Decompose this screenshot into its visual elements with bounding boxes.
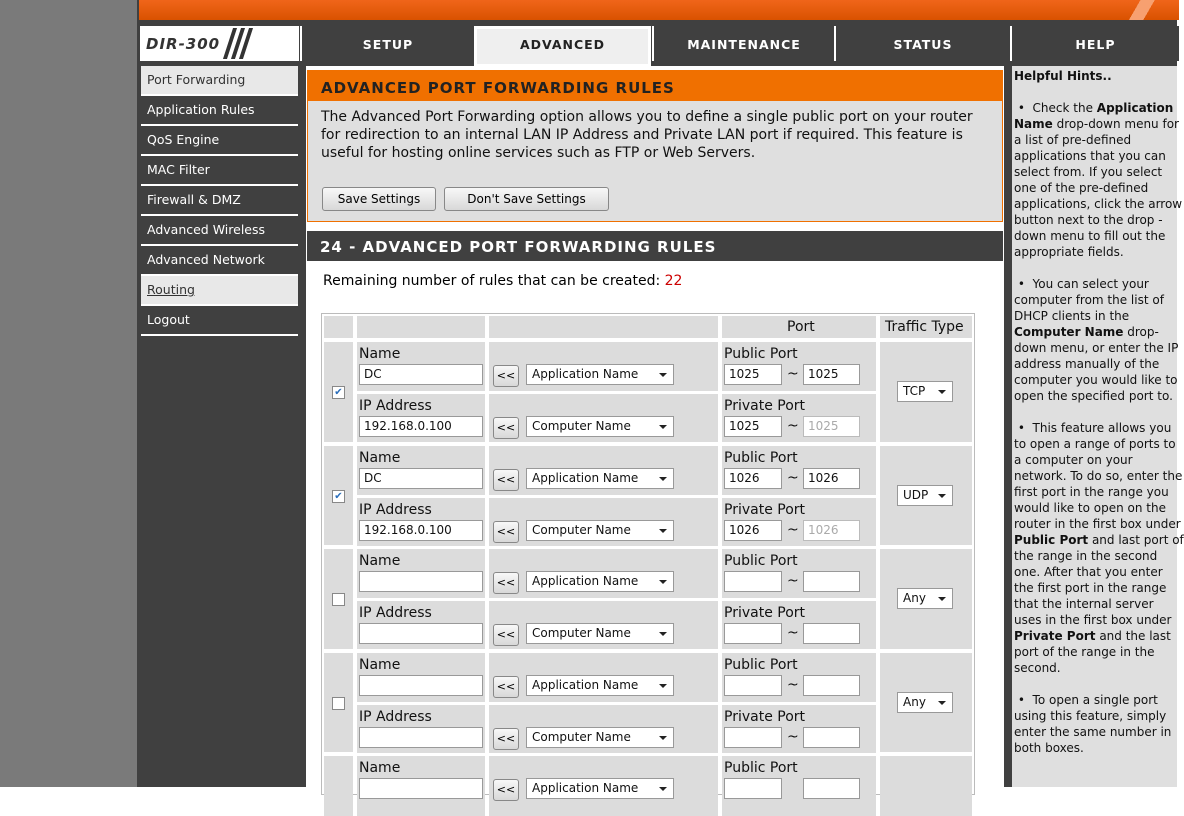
range-separator: ~	[787, 469, 799, 486]
range-separator: ~	[787, 728, 799, 745]
application-name-select[interactable]: Application Name	[526, 364, 674, 385]
private-port-start-input[interactable]	[724, 623, 782, 644]
sidebar	[141, 66, 298, 336]
public-port-end-input[interactable]: 1025	[803, 364, 860, 385]
private-port-end-input[interactable]: 1026	[803, 520, 860, 541]
sidebar-item-application-rules[interactable]: Application Rules	[141, 96, 298, 126]
hint-bold: Computer Name	[1014, 325, 1124, 339]
range-separator: ~	[787, 521, 799, 538]
outer-margin	[0, 0, 137, 787]
fill-computer-button[interactable]: <<	[493, 417, 519, 439]
sidebar-item-logout[interactable]: Logout	[141, 306, 298, 336]
ip-address-input[interactable]: 192.168.0.100	[359, 416, 483, 437]
public-port-start-input[interactable]: 1026	[724, 468, 782, 489]
ip-address-label: IP Address	[359, 501, 432, 518]
fill-computer-button[interactable]: <<	[493, 728, 519, 750]
name-label: Name	[359, 656, 401, 673]
rule-enable-checkbox[interactable]	[332, 697, 345, 710]
hint-single-port: • To open a single port using this feature, simply enter the same number in both boxes.	[1014, 693, 1172, 755]
private-port-label: Private Port	[724, 605, 806, 621]
logo-text: DIR-300	[146, 35, 221, 53]
rule-enable-checkbox[interactable]: ✔	[332, 490, 345, 503]
name-input[interactable]: DC	[359, 364, 483, 385]
public-port-end-input[interactable]	[803, 571, 860, 592]
range-separator: ~	[787, 676, 799, 693]
tab-setup[interactable]: SETUP	[300, 26, 474, 61]
public-port-end-input[interactable]: 1026	[803, 468, 860, 489]
sidebar-item-advanced-wireless[interactable]: Advanced Wireless	[141, 216, 298, 246]
hint-bold: Application Name	[1014, 101, 1174, 131]
traffic-type-select[interactable]: Any	[897, 692, 953, 713]
rule-enable-checkbox[interactable]: ✔	[332, 386, 345, 399]
helpful-hints	[1012, 66, 1184, 787]
name-input[interactable]: DC	[359, 468, 483, 489]
range-separator: ~	[787, 366, 799, 382]
remaining-label: Remaining number of rules that can be created:	[323, 273, 661, 289]
fill-application-button[interactable]: <<	[493, 572, 519, 594]
ip-address-label: IP Address	[359, 605, 432, 621]
hint-text: drop-down menu for a list of pre-defined applications that you can select from. If you select one of the pre-defined applications, click the arrow button next to the drop - down menu to fill out the appropriate fields.	[1014, 117, 1183, 259]
hint-bold: Private Port	[1014, 629, 1096, 643]
rules-table	[321, 313, 975, 795]
ip-address-input[interactable]	[359, 623, 483, 644]
chevron-down-icon	[659, 477, 667, 481]
remaining-rules	[323, 273, 682, 289]
chevron-down-icon	[938, 390, 946, 394]
dont-save-settings-button[interactable]: Don't Save Settings	[444, 187, 609, 211]
computer-name-select[interactable]: Computer Name	[526, 623, 674, 644]
fill-application-button[interactable]: <<	[493, 469, 519, 491]
hint-text: This feature allows you to open a range of ports to a computer on your network. To do so, enter the first port in the range you would like to open on the router in the first box under	[1014, 421, 1183, 531]
main-content	[306, 66, 1004, 796]
fill-application-button[interactable]: <<	[493, 779, 519, 801]
private-port-start-input[interactable]: 1025	[724, 416, 782, 437]
private-port-label: Private Port	[724, 708, 806, 725]
name-label: Name	[359, 553, 401, 569]
range-separator: ~	[787, 418, 799, 434]
public-port-end-input[interactable]	[803, 675, 860, 696]
header-cell	[324, 316, 353, 338]
traffic-type-column-header: Traffic Type	[885, 319, 964, 335]
chevron-down-icon	[659, 736, 667, 740]
sidebar-item-firewall-dmz[interactable]: Firewall & DMZ	[141, 186, 298, 216]
application-name-select[interactable]: Application Name	[526, 468, 674, 489]
chevron-down-icon	[659, 529, 667, 533]
banner-decoration	[1119, 0, 1179, 20]
save-settings-button[interactable]: Save Settings	[322, 187, 436, 211]
port-column-header: Port	[787, 319, 815, 335]
rule-enable-checkbox[interactable]	[332, 593, 345, 606]
application-name-select[interactable]: Application Name	[526, 571, 674, 592]
private-port-label: Private Port	[724, 501, 806, 518]
traffic-type-select[interactable]: UDP	[897, 485, 953, 506]
name-label: Name	[359, 449, 401, 466]
name-label: Name	[359, 760, 401, 776]
hint-text: You can select your computer from the list of DHCP clients in the	[1014, 277, 1164, 323]
hint-port-range: • This feature allows you to open a range of ports to a computer on your network. To do so, enter the first port in the range you would like to open on the router in the first box under Public Port and last port of the range in the second one. After that you enter the first port in the range that the internal server uses in the first box under Private Port and the last port of the range in the second.	[1014, 421, 1184, 675]
private-port-start-input[interactable]: 1026	[724, 520, 782, 541]
logo	[140, 26, 299, 61]
hint-text: and the last port of the range in the second.	[1014, 629, 1171, 675]
hint-bold: Public Port	[1014, 533, 1089, 547]
chevron-down-icon	[938, 701, 946, 705]
tab-status[interactable]: STATUS	[834, 26, 1010, 61]
application-name-select[interactable]: Application Name	[526, 675, 674, 696]
hint-text: and last port of the range in the second one. After that you enter the first port in the range that the internal server uses in the first box under	[1014, 533, 1184, 627]
tab-maintenance[interactable]: MAINTENANCE	[652, 26, 834, 61]
top-banner	[139, 0, 1179, 20]
public-port-label: Public Port	[724, 449, 798, 466]
range-separator: ~	[787, 573, 799, 589]
header-cell	[357, 316, 485, 338]
chevron-down-icon	[938, 494, 946, 498]
sidebar-item-mac-filter[interactable]: MAC Filter	[141, 156, 298, 186]
public-port-label: Public Port	[724, 760, 798, 776]
computer-name-select[interactable]: Computer Name	[526, 416, 674, 437]
private-port-start-input[interactable]	[724, 727, 782, 748]
intro-text: The Advanced Port Forwarding option allows you to define a single public port on your router for redirection to an internal LAN IP Address and Private LAN port if required. This feature is useful for hosting online services such as FTP or Web Servers.	[321, 109, 973, 161]
public-port-label: Public Port	[724, 553, 798, 569]
fill-application-button[interactable]: <<	[493, 365, 519, 387]
chevron-down-icon	[659, 632, 667, 636]
tab-advanced[interactable]: ADVANCED	[474, 26, 651, 67]
tab-help[interactable]: HELP	[1010, 26, 1179, 61]
hint-text: drop-down menu, or enter the IP address manually of the computer you would like to open the specified port to.	[1014, 325, 1179, 403]
chevron-down-icon	[659, 373, 667, 377]
sidebar-item-advanced-network[interactable]: Advanced Network	[141, 246, 298, 276]
private-port-label: Private Port	[724, 398, 806, 414]
computer-name-select[interactable]: Computer Name	[526, 520, 674, 541]
ip-address-input[interactable]	[359, 727, 483, 748]
application-name-select[interactable]: Application Name	[526, 778, 674, 799]
ip-address-label: IP Address	[359, 708, 432, 725]
remaining-count: 22	[664, 273, 683, 289]
intro-title: ADVANCED PORT FORWARDING RULES	[308, 71, 1002, 101]
fill-application-button[interactable]: <<	[493, 676, 519, 698]
chevron-down-icon	[659, 425, 667, 429]
public-port-label: Public Port	[724, 346, 798, 362]
hints-title: Helpful Hints..	[1014, 69, 1112, 83]
chevron-down-icon	[938, 597, 946, 601]
sidebar-item-port-forwarding[interactable]: Port Forwarding	[141, 66, 298, 96]
public-port-start-input[interactable]: 1025	[724, 364, 782, 385]
hint-application-name: • Check the Application Name drop-down menu for a list of pre-defined applications that you can select from. If you select one of the pre-defined applications, click the arrow button next to the drop - down menu to fill out the appropriate fields.	[1014, 101, 1183, 259]
public-port-label: Public Port	[724, 656, 798, 673]
sidebar-item-qos-engine[interactable]: QoS Engine	[141, 126, 298, 156]
fill-computer-button[interactable]: <<	[493, 624, 519, 646]
rules-header: 24 - ADVANCED PORT FORWARDING RULES	[307, 231, 1003, 261]
private-port-end-input[interactable]	[803, 727, 860, 748]
sidebar-item-routing[interactable]: Routing	[141, 276, 298, 306]
public-port-start-input[interactable]	[724, 778, 782, 799]
traffic-cell	[880, 756, 972, 816]
intro-panel	[307, 70, 1003, 222]
public-port-start-input[interactable]	[724, 571, 782, 592]
hint-computer-name: • You can select your computer from the list of DHCP clients in the Computer Name drop-down menu, or enter the IP address manually of the computer you would like to open the specified port to.	[1014, 277, 1179, 403]
chevron-down-icon	[659, 684, 667, 688]
ip-address-label: IP Address	[359, 398, 432, 414]
row-checkbox-cell	[324, 756, 353, 816]
name-input[interactable]	[359, 778, 483, 799]
name-input[interactable]	[359, 571, 483, 592]
hint-text: Check the	[1032, 101, 1097, 115]
fill-computer-button[interactable]: <<	[493, 521, 519, 543]
computer-name-select[interactable]: Computer Name	[526, 727, 674, 748]
chevron-down-icon	[659, 580, 667, 584]
name-label: Name	[359, 346, 401, 362]
traffic-type-select[interactable]: TCP	[897, 381, 953, 402]
private-port-end-input[interactable]	[803, 623, 860, 644]
public-port-end-input[interactable]	[803, 778, 860, 799]
name-input[interactable]	[359, 675, 483, 696]
range-separator: ~	[787, 625, 799, 641]
traffic-type-select[interactable]: Any	[897, 588, 953, 609]
hint-text: To open a single port using this feature, simply enter the same number in both boxes.	[1014, 693, 1172, 755]
private-port-end-input[interactable]: 1025	[803, 416, 860, 437]
public-port-start-input[interactable]	[724, 675, 782, 696]
header-cell	[489, 316, 718, 338]
chevron-down-icon	[659, 787, 667, 791]
ip-address-input[interactable]: 192.168.0.100	[359, 520, 483, 541]
